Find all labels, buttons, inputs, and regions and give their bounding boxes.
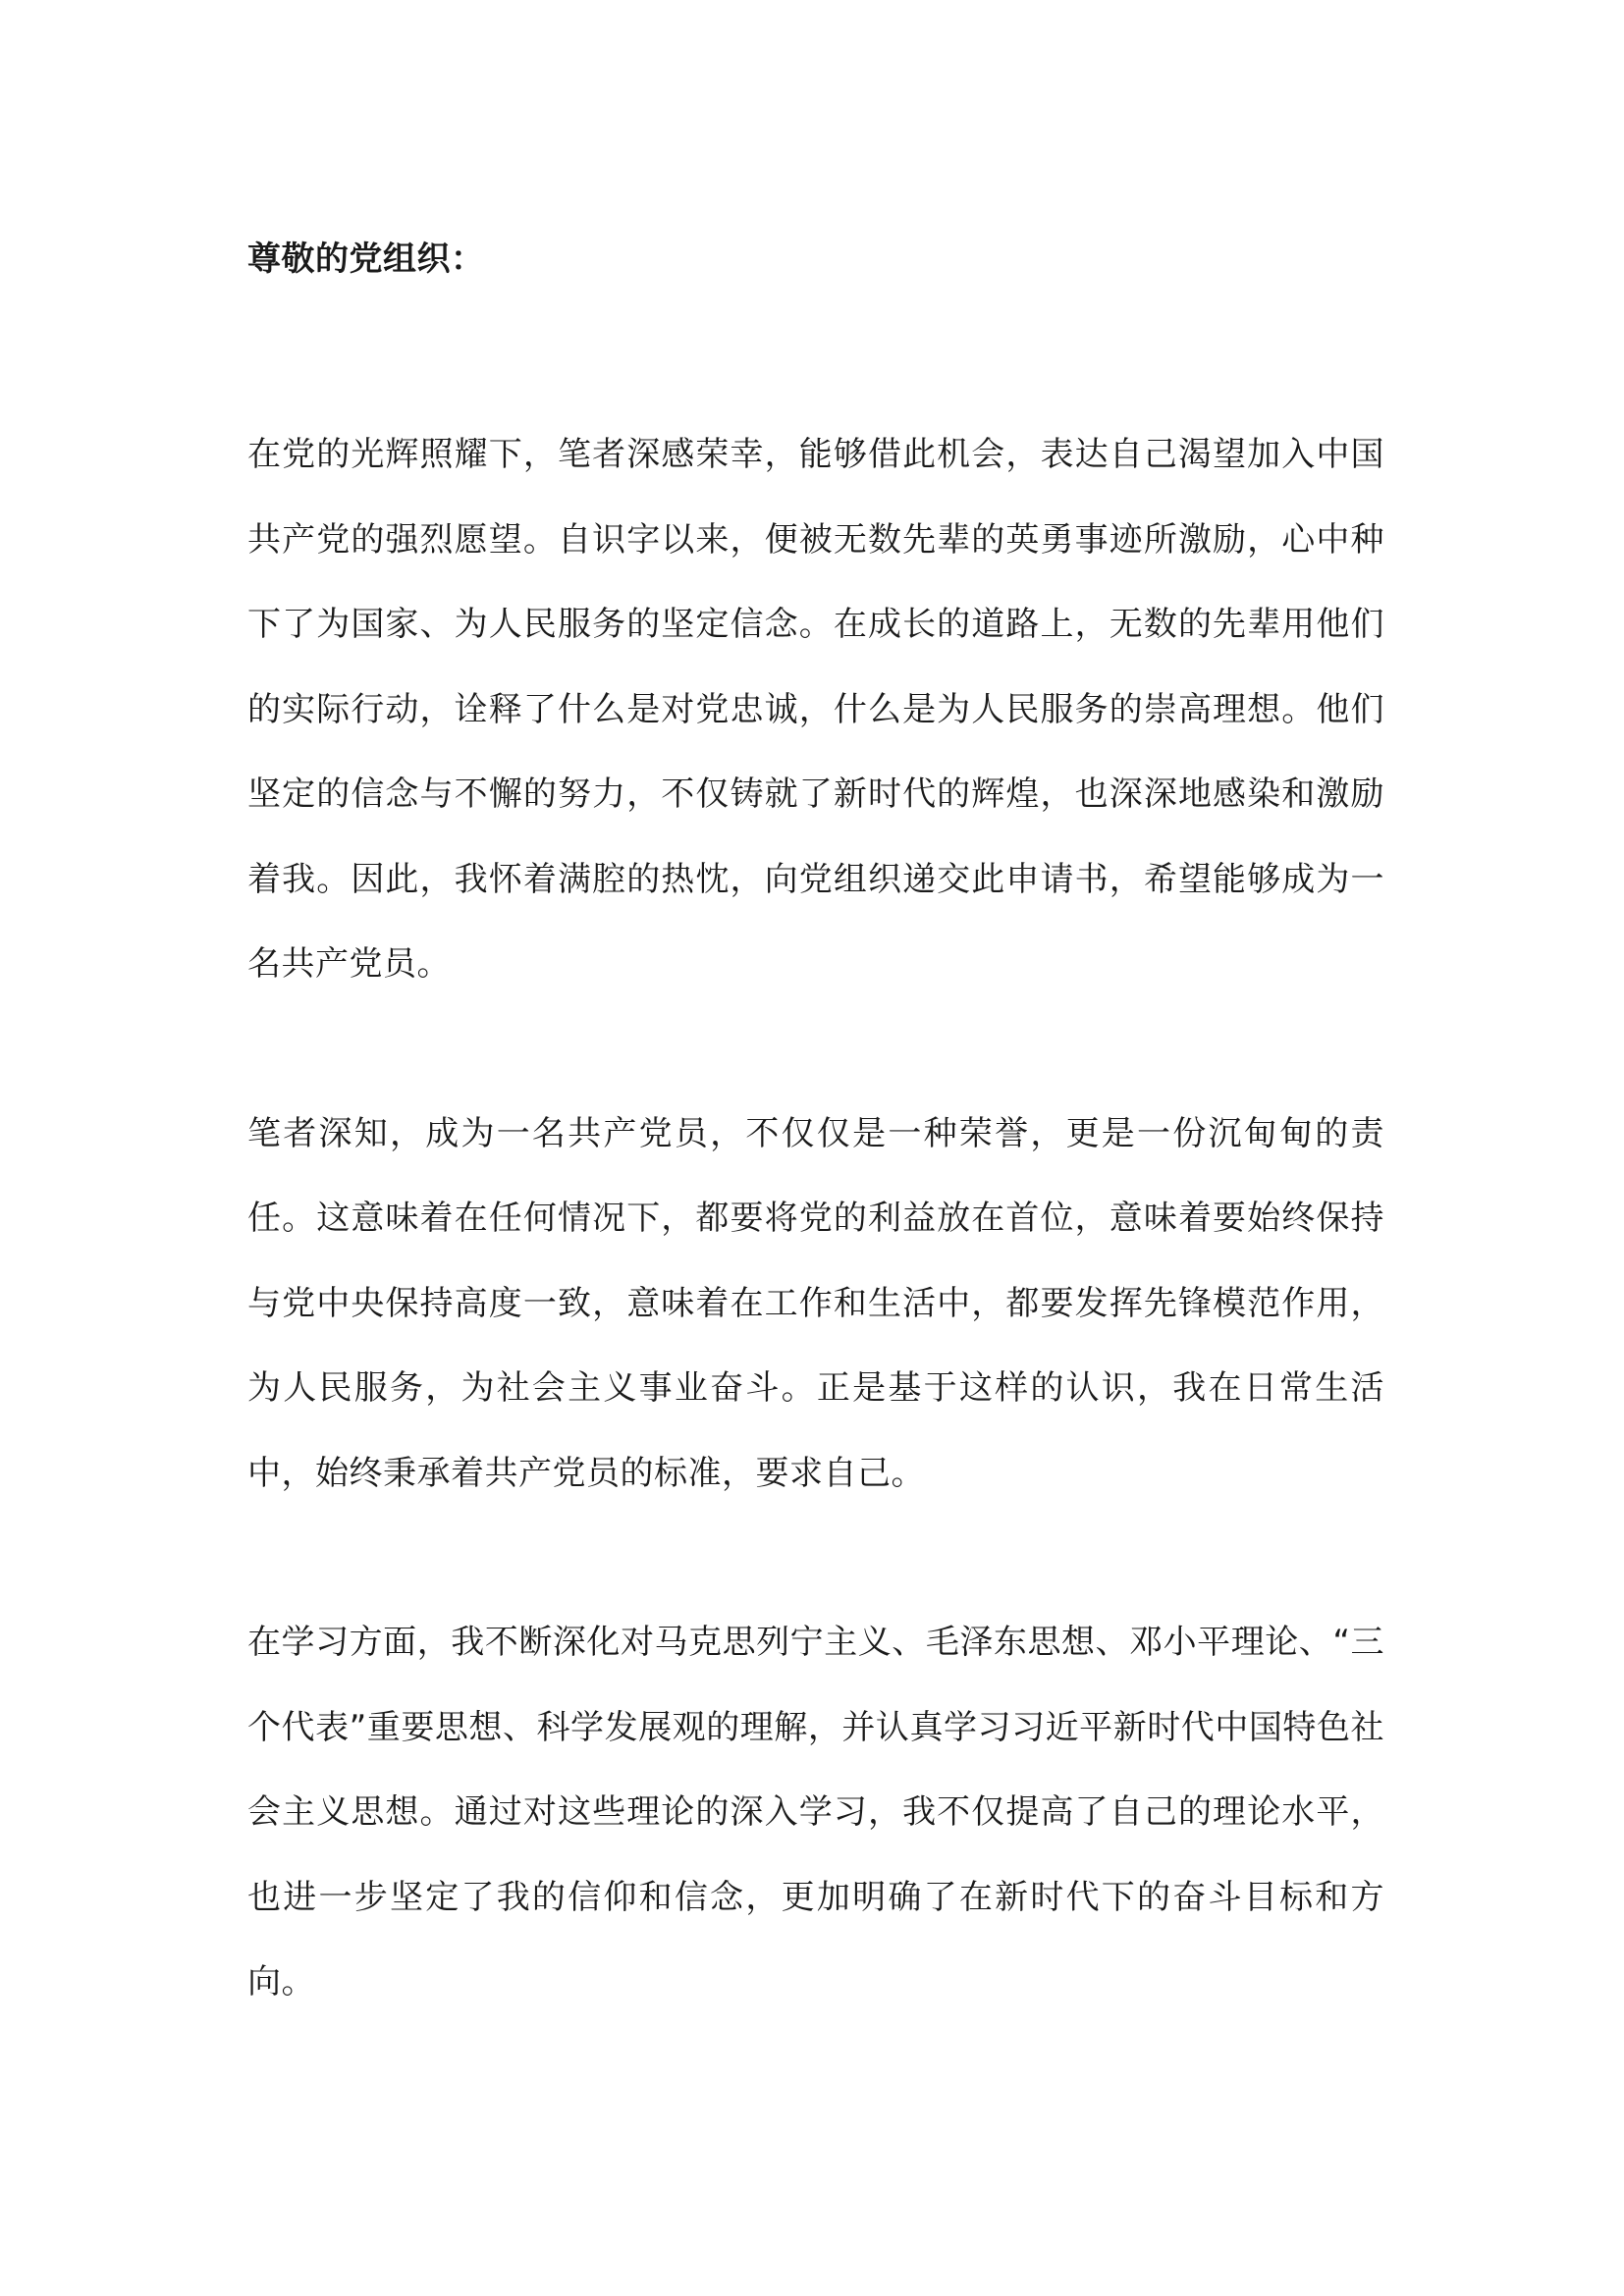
salutation: 尊敬的党组织：	[247, 240, 485, 279]
document-body	[247, 228, 1384, 2025]
paragraph-1: 在党的光辉照耀下，笔者深感荣幸，能够借此机会，表达自己渴望加入中国共产党的强烈愿望。自识字以来，便被无数先辈的英勇事迹所激励，心中种下了为国家、为人民服务的坚定信念。在成长的道路上，无数的先辈用他们的实际行动，诠释了什么是对党忠诚，什么是为人民服务的崇高理想。他们坚定的信念与不懈的努力，不仅铸就了新时代的辉煌，也深深地感染和激励着我。因此，我怀着满腔的热忱，向党组织递交此申请书，希望能够成为一名共产党员。	[247, 435, 1384, 984]
paragraph-3: 在学习方面，我不断深化对马克思列宁主义、毛泽东思想、邓小平理论、“三个代表”重要思想、科学发展观的理解，并认真学习习近平新时代中国特色社会主义思想。通过对这些理论的深入学习，我不仅提高了自己的理论水平，也进一步坚定了我的信仰和信念，更加明确了在新时代下的奋斗目标和方向。	[247, 1623, 1384, 2002]
paragraph-2: 笔者深知，成为一名共产党员，不仅仅是一种荣誉，更是一份沉甸甸的责任。这意味着在任何情况下，都要将党的利益放在首位，意味着要始终保持与党中央保持高度一致，意味着在工作和生活中，都要发挥先锋模范作用，为人民服务，为社会主义事业奋斗。正是基于这样的认识，我在日常生活中，始终秉承着共产党员的标准，要求自己。	[247, 1113, 1384, 1493]
